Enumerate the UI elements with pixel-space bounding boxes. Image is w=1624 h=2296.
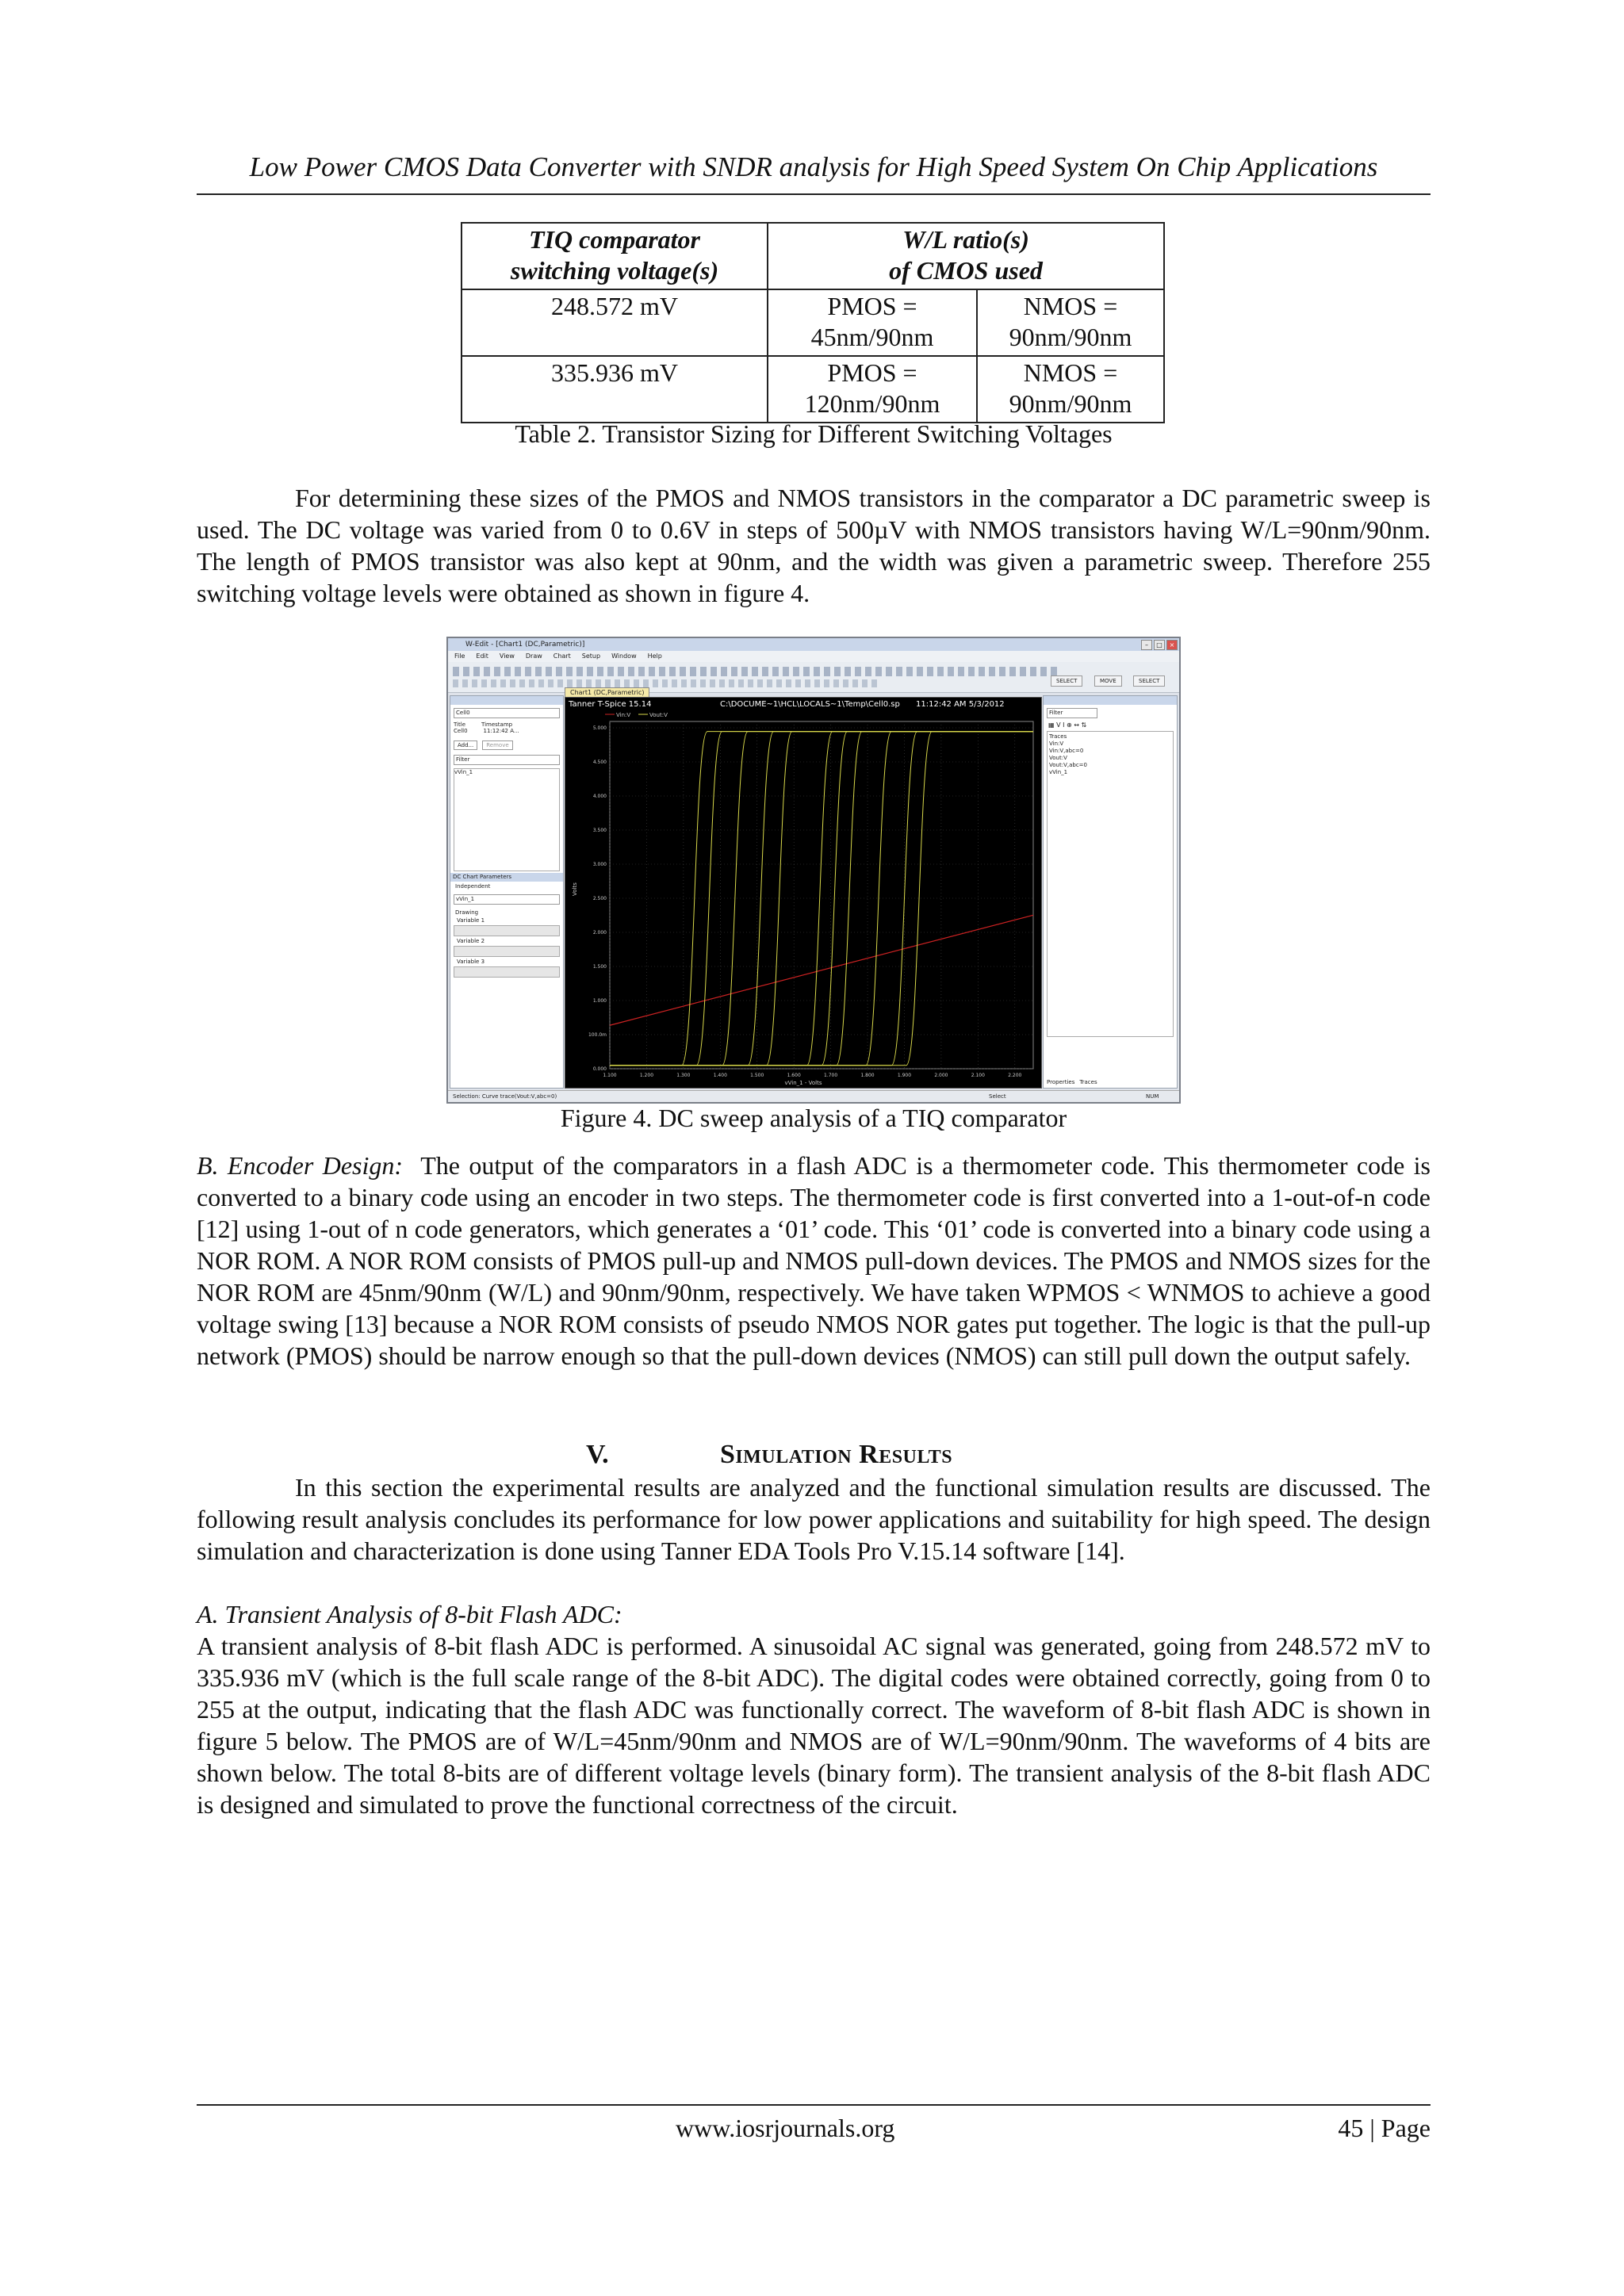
pane-header [450, 696, 563, 705]
menu-window[interactable]: Window [611, 652, 637, 660]
menu-edit[interactable]: Edit [476, 652, 488, 660]
cell-text: 45nm/90nm [810, 323, 934, 351]
menu-chart[interactable]: Chart [553, 652, 571, 660]
col-timestamp: Timestamp [481, 721, 513, 728]
status-left: Selection: Curve trace(Vout:V,abc=0) [453, 1093, 557, 1100]
y-axis-label: Volts [572, 882, 578, 896]
y-tick-label: 4.500 [592, 760, 607, 765]
table-cell [977, 356, 1164, 423]
list-item[interactable] [450, 728, 563, 734]
x-tick-label: 1.900 [897, 1073, 912, 1078]
data-explorer-pane [450, 695, 564, 1089]
status-bar [448, 1090, 1181, 1102]
x-tick-label: 1.600 [787, 1073, 801, 1078]
remove-button[interactable]: Remove [482, 740, 512, 750]
table-header-text: switching voltage(s) [510, 256, 719, 285]
y-tick-label: 4.000 [592, 794, 607, 799]
legend-vout: Vout:V [649, 712, 668, 718]
x-tick-label: 1.500 [750, 1073, 764, 1078]
figure-caption: Figure 4. DC sweep analysis of a TIQ comparator [560, 1104, 1067, 1132]
x-tick-label: 1.400 [713, 1073, 727, 1078]
traces-pane [1043, 695, 1178, 1089]
paragraph-text: In this section the experimental results are analyzed and the functional simulation results are discussed. The following result analysis concludes its performance for low power applications and suitability for high speed. The design simulation and characterization is done using Tanner EDA Tools Pro V.15.14 software [14]. [197, 1473, 1431, 1565]
row-title: Cell0 [454, 728, 468, 734]
table-cell [768, 289, 977, 356]
table-cell: 248.572 mV [462, 289, 768, 356]
trace-item[interactable]: Vin:V [1049, 740, 1064, 747]
cell-text: 90nm/90nm [1009, 323, 1132, 351]
table-header-text: TIQ comparator [529, 225, 700, 254]
paragraph-encoder [197, 1150, 1431, 1372]
cell-text: PMOS = [827, 358, 917, 387]
y-tick-label: 2.500 [592, 896, 607, 901]
section-number: V. [586, 1440, 609, 1469]
tab-properties[interactable]: Properties [1047, 1079, 1075, 1085]
x-tick-label: 1.200 [639, 1073, 654, 1078]
y-tick-label: 2.000 [592, 930, 607, 936]
series-line-vin [610, 915, 1033, 1025]
menu-file[interactable]: File [454, 652, 465, 660]
column-headers [450, 721, 563, 728]
cell-text: 90nm/90nm [1009, 389, 1132, 418]
status-mid: Select [989, 1093, 1006, 1100]
window-titlebar [448, 638, 1179, 651]
move-button[interactable]: MOVE [1094, 675, 1122, 687]
x-tick-label: 2.200 [1008, 1073, 1022, 1078]
table-header-cell [462, 223, 768, 289]
drawing-label: Drawing [455, 909, 479, 916]
variable-2-label: Variable 2 [457, 938, 485, 944]
footer-page-number: 45 | Page [1338, 2114, 1431, 2142]
y-tick-label: 0.000 [592, 1066, 607, 1072]
paragraph-simulation [197, 1471, 1431, 1567]
x-axis-label: vVin_1 - Volts [784, 1080, 822, 1086]
trace-item[interactable]: Vout:V,abc=0 [1049, 762, 1087, 768]
paragraph-transient: A transient analysis of 8-bit flash ADC is performed. A sinusoidal AC signal was generated, going from 248.572 mV to 335.936 mV (which is the full scale range of the 8-bit ADC). The digital codes were obtained correctly, going from 0 to 255 at the output, indicating that the flash ADC was functionally correct. The waveform of 8-bit flash ADC is shown in figure 5 below. The PMOS are of W/L=45nm/90nm and NMOS are of W/L=90nm/90nm. The waveforms of 4 bits are shown below. The total 8-bits are of different voltage levels (binary form). The transient analysis of the 8-bit flash ADC is designed and simulated to prove the functional correctness of the circuit. [197, 1632, 1431, 1819]
table-header-row [462, 223, 1164, 289]
trace-item[interactable]: vVin_1 [1049, 769, 1068, 775]
y-tick-label: 3.500 [592, 828, 607, 833]
x-tick-label: 1.700 [824, 1073, 838, 1078]
tree-item[interactable]: vVin_1 [454, 769, 473, 775]
independent-select[interactable]: vVin_1 [454, 894, 560, 905]
chart-window [565, 697, 1042, 1089]
footer-url: www.iosrjournals.org [676, 2114, 895, 2142]
variable-3-label: Variable 3 [457, 959, 485, 965]
window-controls [1141, 640, 1178, 650]
table-cell [977, 289, 1164, 356]
close-icon[interactable]: × [1166, 640, 1178, 650]
transistor-sizing-table [461, 222, 1165, 423]
paragraph-text: The output of the comparators in a flash ADC is a thermometer code. This thermometer code is converted to a binary code using an encoder in two steps. The thermometer code is first converted into a 1-out-of-n code [12] using 1-out of n code generators, which generates a ‘01’ code. This ‘01’ code is converted into a binary code using a NOR ROM. A NOR ROM consists of PMOS pull-up and NMOS pull-down devices. The PMOS and NMOS sizes for the NOR ROM are 45nm/90nm (W/L) and 90nm/90nm, respectively. We have taken WPMOS < WNMOS to achieve a good voltage swing [13] because a NOR ROM consists of pseudo NMOS NOR gates put together. The logic is that the pull-up network (PMOS) should be narrow enough so that the pull-down devices (NMOS) can still pull down the output safely. [197, 1151, 1431, 1370]
right-tabs [1047, 1079, 1097, 1085]
table-header-cell [768, 223, 1164, 289]
footer-rule [197, 2104, 1431, 2106]
maximize-icon[interactable]: □ [1154, 640, 1165, 650]
x-tick-label: 2.100 [971, 1073, 985, 1078]
independent-label: Independent [455, 883, 491, 890]
table-header-text: of CMOS used [889, 256, 1043, 285]
trace-item[interactable]: Vin:V,abc=0 [1049, 748, 1084, 754]
cell-text: NMOS = [1023, 358, 1118, 387]
add-button[interactable]: Add... [454, 740, 477, 750]
y-tick-label: 3.000 [592, 862, 607, 867]
y-tick-label: 100.0m [588, 1032, 607, 1038]
y-tick-label: 5.000 [592, 725, 607, 731]
toolbar-icons-row2[interactable] [453, 679, 881, 687]
table-cell [768, 356, 977, 423]
paragraph-text: For determining these sizes of the PMOS and NMOS transistors in the comparator a DC parametric sweep is used. The DC voltage was varied from 0 to 0.6V in steps of 500µV with NMOS transistors having W/L=90nm/90nm. The length of PMOS transistor was also kept at 90nm, and the width was given a parametric sweep. Therefore 255 switching voltage levels were obtained as shown in figure 4. [197, 484, 1431, 607]
signal-tree [454, 768, 560, 871]
filter-select[interactable]: Filter [454, 755, 560, 765]
x-tick-label: 1.300 [676, 1073, 691, 1078]
subsection-heading: A. Transient Analysis of 8-bit Flash ADC: [197, 1600, 622, 1628]
table-caption: Table 2. Transistor Sizing for Different Switching Voltages [515, 419, 1113, 448]
add-remove-row [450, 734, 563, 752]
toolbar-icons[interactable] [453, 667, 1060, 676]
chart-tab[interactable]: Chart1 (DC,Parametric) [565, 687, 649, 698]
cell-text: NMOS = [1023, 292, 1118, 320]
col-title: Title [454, 721, 466, 728]
trace-toolbar-icons[interactable]: ▦ V I ⊕ ↔ ⇅ [1048, 721, 1087, 729]
select-button[interactable]: SELECT [1051, 675, 1082, 687]
plot-frame [610, 721, 1033, 1069]
y-tick-label: 1.500 [592, 964, 607, 970]
trace-item[interactable]: Vout:V [1049, 755, 1067, 761]
variable-2-select[interactable] [454, 946, 560, 957]
x-tick-label: 1.800 [860, 1073, 875, 1078]
menu-draw[interactable]: Draw [525, 652, 542, 660]
variable-1-select[interactable] [454, 925, 560, 936]
right-filter-select[interactable]: Filter [1047, 708, 1097, 718]
chart-title-mid: C:\DOCUME~1\HCL\LOCALS~1\Temp\Cell0.sp [720, 700, 900, 709]
chart-title-right: 11:12:42 AM 5/3/2012 [916, 700, 1005, 709]
running-header: Low Power CMOS Data Converter with SNDR analysis for High Speed System On Chip Applications [249, 151, 1378, 182]
header-rule [197, 193, 1431, 195]
menu-help[interactable]: Help [647, 652, 662, 660]
cell-text: 120nm/90nm [804, 389, 940, 418]
section-title: Simulation Results [720, 1440, 953, 1469]
chart-title-left: Tanner T-Spice 15.14 [569, 700, 652, 709]
row-timestamp: 11:12:42 A... [483, 728, 519, 734]
x-tick-label: 1.100 [603, 1073, 617, 1078]
menu-setup[interactable]: Setup [581, 652, 601, 660]
pane-header [1044, 696, 1177, 705]
trace-list [1047, 731, 1174, 1037]
cell-select[interactable]: Cell0 [454, 708, 560, 718]
menu-view[interactable]: View [499, 652, 515, 660]
table-row [462, 289, 1164, 356]
x-tick-label: 2.000 [934, 1073, 948, 1078]
trace-list-title: Traces [1049, 733, 1067, 740]
paragraph-sweep [197, 482, 1431, 609]
variable-3-select[interactable] [454, 966, 560, 978]
cell-text: PMOS = [827, 292, 917, 320]
legend-vin: Vin:V [616, 712, 631, 718]
table-header-text: W/L ratio(s) [902, 225, 1029, 254]
y-tick-label: 1.000 [592, 998, 607, 1004]
encoder-lead: B. Encoder Design: [197, 1151, 404, 1180]
tab-traces[interactable]: Traces [1079, 1079, 1097, 1085]
table-cell: 335.936 mV [462, 356, 768, 423]
dc-panel-header: DC Chart Parameters [450, 873, 563, 882]
w-edit-screenshot [446, 637, 1181, 1104]
menu-bar [448, 651, 1181, 662]
table-row [462, 356, 1164, 423]
window-title: W-Edit - [Chart1 (DC,Parametric)] [465, 641, 585, 649]
plot-layer [588, 721, 1033, 1078]
variable-1-label: Variable 1 [457, 917, 485, 924]
status-right: NUM [1146, 1093, 1159, 1100]
minimize-icon[interactable]: – [1141, 640, 1152, 650]
select-button-2[interactable]: SELECT [1133, 675, 1165, 687]
dc-sweep-chart [565, 698, 1041, 1088]
